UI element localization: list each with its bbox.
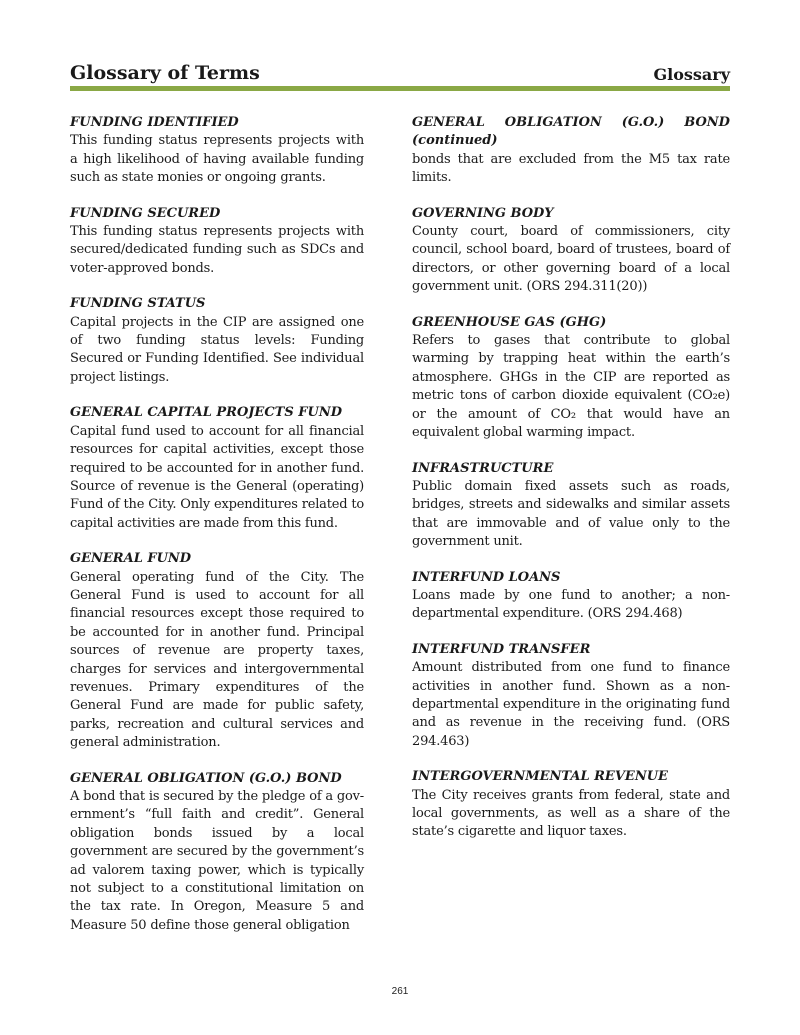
glossary-term: GENERAL CAPITAL PROJECTS FUND bbox=[70, 405, 342, 421]
glossary-term: INTERFUND LOANS bbox=[412, 569, 561, 585]
glossary-entry-funding-status bbox=[70, 295, 364, 387]
glossary-definition: The City receives grants from federal, state and local governments, as well as a share of the state’s cigarette and liquor taxes. bbox=[412, 787, 730, 840]
header-divider bbox=[70, 86, 730, 91]
glossary-term-continued bbox=[412, 114, 730, 151]
glossary-definition: General operating fund of the City. The General Fund is used to account for all financial resources except those required to be accounted for in another fund. Principal sources of revenue are property taxes, charges for services and intergovernmental revenues. Primary expenditures of the General Fund are made for public safety, parks, recreation and cultural services and general administration. bbox=[70, 569, 364, 751]
term-word: OBLIGATION bbox=[504, 115, 602, 130]
glossary-entry-general-fund bbox=[70, 550, 364, 752]
glossary-term: FUNDING STATUS bbox=[70, 296, 206, 312]
page-header bbox=[70, 60, 730, 86]
glossary-entry-funding-secured bbox=[70, 205, 364, 279]
term-word: BOND bbox=[684, 115, 730, 130]
left-column bbox=[70, 114, 364, 952]
glossary-definition: County court, board of commissioners, city council, school board, board of trustees, board of directors, or other governing board of a local government unit. (ORS 294.311(20)) bbox=[412, 224, 730, 295]
glossary-entry-funding-identified bbox=[70, 114, 364, 188]
glossary-term: GOVERNING BODY bbox=[412, 205, 554, 221]
glossary-entry-general-obligation-bond bbox=[70, 770, 364, 936]
glossary-definition: This funding status represents projects with a high likelihood of having available funding such as state monies or ongoing grants. bbox=[70, 133, 364, 186]
glossary-definition: bonds that are excluded from the M5 tax rate limits. bbox=[412, 151, 730, 186]
glossary-term: GENERAL FUND bbox=[70, 551, 192, 567]
glossary-entry-general-capital-projects-fund bbox=[70, 404, 364, 533]
glossary-definition: This funding status represents projects with secured/dedicated funding such as SDCs and voter-approved bonds. bbox=[70, 224, 364, 276]
glossary-term: GREENHOUSE GAS (GHG) bbox=[412, 314, 607, 330]
section-label: Glossary bbox=[653, 65, 730, 84]
glossary-definition: A bond that is secured by the pledge of a gov-ernment’s “full faith and credit”. General obligation bonds issued by a local government are secured by the government’s ad valorem taxing power, which is typically not subject to a constitutional limitation on the tax rate. In Oregon, Measure 5 and Measure 50 define those general obligation bbox=[70, 789, 364, 933]
glossary-entry-greenhouse-gas bbox=[412, 314, 730, 443]
glossary-entry-interfund-transfer bbox=[412, 641, 730, 751]
glossary-term: INTERFUND TRANSFER bbox=[412, 641, 591, 657]
glossary-entry-interfund-loans bbox=[412, 569, 730, 624]
glossary-definition: Capital projects in the CIP are assigned one of two funding status levels: Funding Secured or Funding Identified. See individual project listings. bbox=[70, 314, 364, 385]
right-column bbox=[412, 114, 730, 859]
glossary-entry-general-obligation-bond-continued bbox=[412, 114, 730, 188]
glossary-term: INTERGOVERNMENTAL REVENUE bbox=[412, 769, 668, 785]
term-word: (G.O.) bbox=[621, 115, 665, 130]
glossary-term: FUNDING IDENTIFIED bbox=[70, 115, 239, 130]
continued-term-line bbox=[412, 114, 730, 132]
glossary-term: INFRASTRUCTURE bbox=[412, 460, 554, 476]
glossary-term: GENERAL OBLIGATION (G.O.) BOND bbox=[70, 770, 342, 786]
glossary-definition: Capital fund used to account for all financial resources for capital activities, except those required to be accounted for in another fund. Source of revenue is the General (operating) Fund of the City. Only expenditures related to capital activities are made from this fund. bbox=[70, 423, 364, 531]
glossary-definition: Loans made by one fund to another; a non-departmental expenditure. (ORS 294.468) bbox=[412, 587, 730, 622]
glossary-entry-governing-body bbox=[412, 205, 730, 297]
glossary-definition: Public domain fixed assets such as roads, bridges, streets and sidewalks and similar assets that are immovable and of value only to the government unit. bbox=[412, 478, 730, 550]
glossary-entry-intergovernmental-revenue bbox=[412, 768, 730, 842]
glossary-entry-infrastructure bbox=[412, 460, 730, 552]
continued-label: (continued) bbox=[412, 133, 498, 149]
term-word: GENERAL bbox=[412, 115, 485, 130]
page-title: Glossary of Terms bbox=[70, 62, 260, 84]
glossary-definition: Amount distributed from one fund to finance activities in another fund. Shown as a non-departmental expenditure in the originating fund and as revenue in the receiving fund. (ORS 294.463) bbox=[412, 660, 730, 749]
page-number: 261 bbox=[391, 986, 409, 997]
glossary-definition: Refers to gases that contribute to global warming by trapping heat within the earth’s atmosphere. GHGs in the CIP are reported as metric tons of carbon dioxide equivalent (CO₂e) or the amount of CO₂ that would have an equivalent global warming impact. bbox=[412, 333, 730, 441]
glossary-term: FUNDING SECURED bbox=[70, 205, 221, 221]
